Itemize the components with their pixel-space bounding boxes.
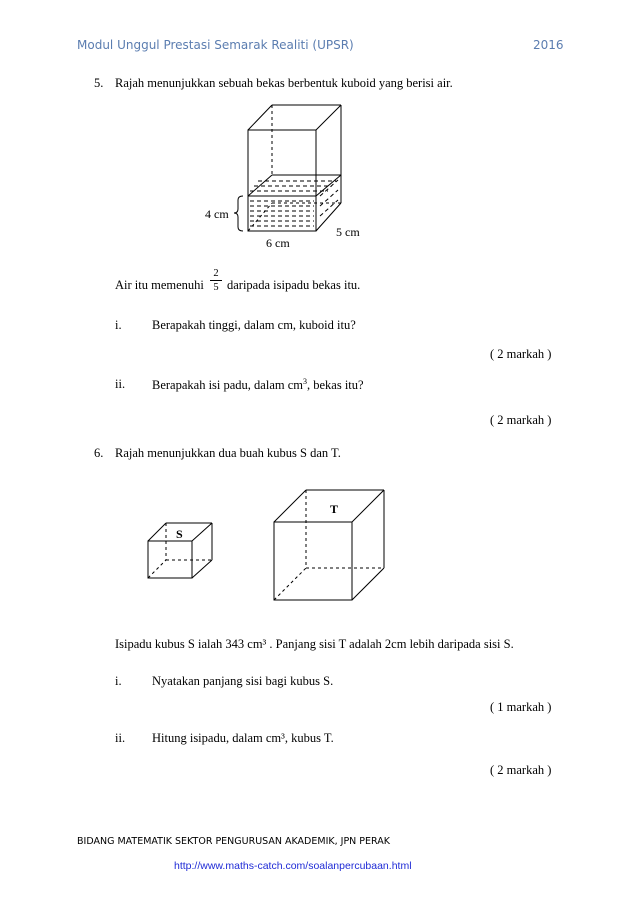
- cube-t-label: T: [330, 502, 339, 516]
- fraction-denominator: 5: [213, 282, 219, 293]
- q6-i-marks: ( 1 markah ): [490, 700, 552, 714]
- q5-i-number: i.: [115, 318, 122, 332]
- footer-department: BIDANG MATEMATIK SEKTOR PENGURUSAN AKADEMIK, JPN PERAK: [77, 836, 390, 847]
- q6-i-text: Nyatakan panjang sisi bagi kubus S.: [152, 674, 334, 688]
- q6-ii-text: Hitung isipadu, dalam cm³, kubus T.: [152, 731, 334, 745]
- footer-url-link[interactable]: http://www.maths-catch.com/soalanpercubaan.html: [174, 860, 412, 872]
- q6-intro: Rajah menunjukkan dua buah kubus S dan T.: [115, 446, 341, 460]
- q5-ii-superscript: 3: [303, 377, 307, 386]
- q5-number: 5.: [94, 76, 104, 90]
- fill-post: daripada isipadu bekas itu.: [227, 278, 361, 292]
- length-label: 6 cm: [266, 236, 290, 250]
- q6-ii-marks: ( 2 markah ): [490, 763, 552, 777]
- cube-s-label: S: [176, 527, 183, 541]
- q5-ii-text-pre: Berapakah isi padu, dalam cm: [152, 378, 303, 393]
- height-label: 4 cm: [205, 207, 229, 221]
- q6-number: 6.: [94, 446, 104, 460]
- fill-pre: Air itu memenuhi: [115, 278, 204, 292]
- q5-i-marks: ( 2 markah ): [490, 347, 552, 361]
- q5-i-text: Berapakah tinggi, dalam cm, kuboid itu?: [152, 318, 356, 332]
- q5-ii-number: ii.: [115, 377, 126, 391]
- width-label: 5 cm: [336, 225, 360, 239]
- header-title: Modul Unggul Prestasi Semarak Realiti (UPSR): [77, 38, 354, 52]
- q6-ii-number: ii.: [115, 731, 126, 745]
- cube-t-front: [274, 522, 352, 600]
- header-year: 2016: [533, 38, 564, 52]
- q5-ii-text-post: , bekas itu?: [307, 378, 364, 393]
- q5-intro: Rajah menunjukkan sebuah bekas berbentuk kuboid yang berisi air.: [115, 76, 453, 90]
- fraction-numerator: 2: [213, 268, 219, 279]
- q6-i-number: i.: [115, 674, 122, 688]
- q6-info: Isipadu kubus S ialah 343 cm³ . Panjang sisi T adalah 2cm lebih daripada sisi S.: [115, 637, 514, 651]
- q5-ii-marks: ( 2 markah ): [490, 413, 552, 427]
